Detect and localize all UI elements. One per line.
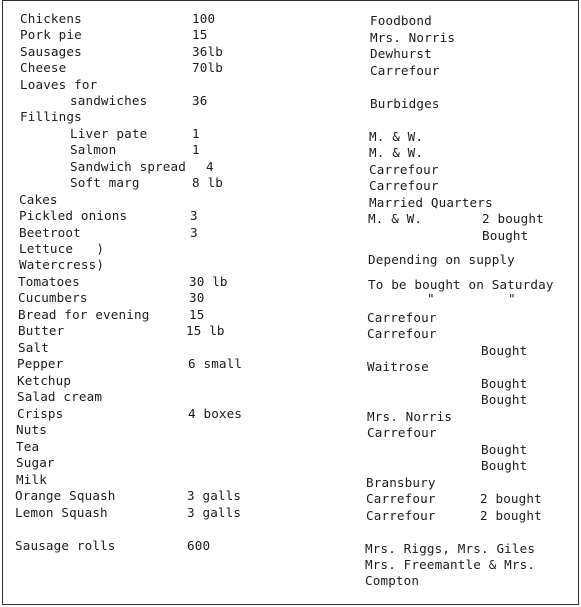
item-name: Tomatoes xyxy=(18,274,80,289)
item-quantity: 3 xyxy=(190,208,198,223)
item-quantity: 15 xyxy=(192,27,208,42)
item-supplier: Compton xyxy=(365,573,420,588)
item-name: Soft marg xyxy=(70,175,140,190)
item-supplier: Mrs. Riggs, Mrs. Giles xyxy=(365,541,536,556)
item-quantity: 3 galls xyxy=(187,488,242,503)
item-quantity: 4 xyxy=(206,159,214,174)
item-name: Lettuce ) xyxy=(19,241,105,256)
item-supplier: M. & W. xyxy=(369,145,424,160)
item-name: Beetroot xyxy=(19,225,81,240)
item-name: Nuts xyxy=(16,422,47,437)
purchase-note: Bought xyxy=(481,343,528,358)
ditto-mark: " xyxy=(508,291,516,306)
item-supplier: M. & W. xyxy=(368,211,423,226)
item-name: Sandwich spread xyxy=(70,159,186,174)
item-name: Watercress) xyxy=(19,257,105,272)
item-quantity: 3 xyxy=(190,225,198,240)
item-supplier: Dewhurst xyxy=(370,46,432,61)
item-name: Sausages xyxy=(20,44,82,59)
item-supplier: Carrefour xyxy=(367,310,437,325)
item-supplier: Carrefour xyxy=(370,63,440,78)
item-name: Lemon Squash xyxy=(15,505,108,520)
item-name: Bread for evening xyxy=(18,307,150,322)
item-name: Cucumbers xyxy=(18,290,88,305)
purchase-note: 2 bought xyxy=(480,491,542,506)
item-supplier: Burbidges xyxy=(370,96,440,111)
purchase-note: Bought xyxy=(481,458,528,473)
purchase-note: Bought xyxy=(481,392,528,407)
item-name: Cheese xyxy=(20,60,67,75)
item-name: Fillings xyxy=(20,109,82,124)
item-supplier: Carrefour xyxy=(366,508,436,523)
item-quantity: 30 xyxy=(189,290,205,305)
item-name: Sugar xyxy=(16,455,55,470)
item-name: Milk xyxy=(16,472,47,487)
item-name: Salad cream xyxy=(17,389,103,404)
item-quantity: 4 boxes xyxy=(188,406,243,421)
item-quantity: 6 small xyxy=(188,356,243,371)
item-name: Pork pie xyxy=(20,27,82,42)
item-quantity: 3 galls xyxy=(187,505,242,520)
item-name: Butter xyxy=(18,323,65,338)
ditto-mark: " xyxy=(427,291,435,306)
purchase-note: Bought xyxy=(482,228,529,243)
item-supplier: Carrefour xyxy=(369,162,439,177)
item-quantity: 30 lb xyxy=(189,274,228,289)
item-supplier: Carrefour xyxy=(367,425,437,440)
item-name: Salmon xyxy=(70,142,117,157)
purchase-note: Bought xyxy=(481,376,528,391)
item-supplier: Mrs. Freemantle & Mrs. xyxy=(365,557,536,572)
item-supplier: To be bought on Saturday xyxy=(368,277,554,292)
item-quantity: 70lb xyxy=(192,60,223,75)
item-name: Pepper xyxy=(17,356,64,371)
item-name: Loaves for xyxy=(20,77,98,92)
item-quantity: 36 xyxy=(192,93,208,108)
purchase-note: 2 bought xyxy=(480,508,542,523)
purchase-note: Bought xyxy=(481,442,528,457)
item-supplier: M. & W. xyxy=(369,129,424,144)
item-name: Tea xyxy=(16,439,40,454)
item-name: Orange Squash xyxy=(15,488,116,503)
purchase-note: 2 bought xyxy=(482,211,544,226)
item-quantity: 100 xyxy=(192,11,216,26)
item-supplier: Carrefour xyxy=(366,491,436,506)
item-quantity: 15 xyxy=(189,307,205,322)
item-name: sandwiches xyxy=(70,93,148,108)
item-name: Sausage rolls xyxy=(15,538,116,553)
item-name: Ketchup xyxy=(17,373,72,388)
item-name: Cakes xyxy=(19,192,58,207)
item-quantity: 1 xyxy=(192,126,200,141)
item-supplier: Bransbury xyxy=(366,475,436,490)
item-supplier: Married Quarters xyxy=(369,195,493,210)
item-supplier: Mrs. Norris xyxy=(370,30,456,45)
item-name: Liver pate xyxy=(70,126,148,141)
item-name: Pickled onions xyxy=(19,208,128,223)
item-supplier: Foodbond xyxy=(370,13,432,28)
item-quantity: 8 lb xyxy=(192,175,223,190)
item-supplier: Mrs. Norris xyxy=(367,409,453,424)
item-name: Salt xyxy=(18,340,49,355)
item-name: Crisps xyxy=(17,406,64,421)
item-quantity: 1 xyxy=(192,142,200,157)
item-supplier: Waitrose xyxy=(367,359,429,374)
item-quantity: 15 lb xyxy=(186,323,225,338)
item-supplier: Carrefour xyxy=(367,326,437,341)
item-quantity: 600 xyxy=(187,538,211,553)
item-supplier: Depending on supply xyxy=(368,252,515,267)
item-quantity: 36lb xyxy=(192,44,223,59)
item-name: Chickens xyxy=(20,11,82,26)
item-supplier: Carrefour xyxy=(369,178,439,193)
